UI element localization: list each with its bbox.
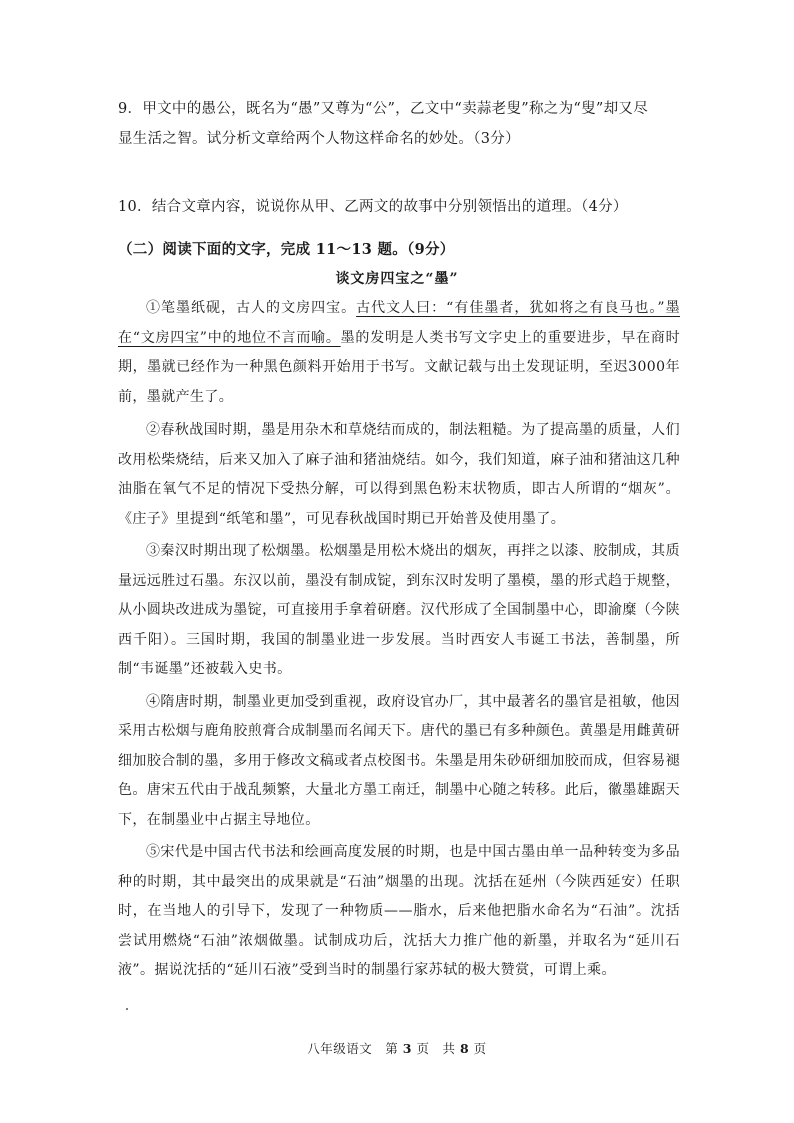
paragraph-1-rest: 墨的发明是人类书写文字史上的重要进步，早在商时期，墨就已经作为一种黑色颜料开始用于书写。文献记载与出土发现证明，至迟3000年前，墨就产生了。 (118, 329, 681, 405)
footer-middle: 页 共 (416, 1041, 456, 1056)
question-9 (118, 94, 688, 154)
section-heading: （二）阅读下面的文字，完成 11～13 题。（9分） (118, 241, 455, 258)
paragraph-1 (118, 294, 680, 412)
paragraph-5: ⑤宋代是中国古代书法和绘画高度发展的时期，也是中国古墨由单一品种转变为多品种的时期，其中最突出的成果就是“石油”烟墨的出现。沈括在延州（今陕西延安）任职时，在当地人的引导下，发现了一种物质——脂水，后来他把脂水命名为“石油”。沈括尝试用燃烧“石油”浓烟做墨。试制成功后，沈括大力推广他的新墨，并取名为“延川石液”。据说沈括的“延川石液”受到当时的制墨行家苏轼的极大赞赏，可谓上乘。 (118, 844, 680, 978)
paragraph-3: ③秦汉时期出现了松烟墨。松烟墨是用松木烧出的烟灰，再拌之以漆、胶制成，其质量远远胜过石墨。东汉以前，墨没有制成锭，到东汉时发明了墨模，墨的形式趋于规整，从小圆块改进成为墨锭，可直接用手拿着研磨。汉代形成了全国制墨中心，即渝糜（今陕西千阳）。三国时期，我国的制墨业进一步发展。当时西安人韦诞工书法，善制墨，所制“韦诞墨”还被载入史书。 (118, 543, 680, 677)
question-9-line-1: 9．甲文中的愚公，既名为“愚”又尊为“公”，乙文中“卖蒜老叟”称之为“叟”却又尽 (118, 101, 649, 117)
question-9-line-2: 显生活之智。试分析文章给两个人物这样命名的妙处。（3分） (118, 131, 520, 147)
article-title: 谈文房四宝之“墨” (335, 271, 459, 287)
footer-total-pages: 8 (459, 1041, 470, 1056)
page-footer (0, 1039, 794, 1057)
footer-prefix: 八年级语文 第 (307, 1041, 399, 1056)
article-body (118, 294, 680, 989)
paragraph-2: ②春秋战国时期，墨是用杂木和草烧结而成的，制法粗糙。为了提高墨的质量，人们改用松柴烧结，后来又加入了麻子油和猪油烧结。如今，我们知道，麻子油和猪油这几种油脂在氧气不足的情况下受热分解，可以得到黑色粉末状物质，即古人所谓的“烟灰”。《庄子》里提到“纸笔和墨”，可见春秋战国时期已开始普及使用墨了。 (118, 422, 680, 527)
stray-mark (126, 1008, 128, 1010)
footer-suffix: 页 (473, 1041, 487, 1056)
question-10: 10．结合文章内容，说说你从甲、乙两文的故事中分别领悟出的道理。（4分） (118, 199, 628, 215)
footer-current-page: 3 (402, 1041, 412, 1056)
paragraph-1-start: ①笔墨纸砚，古人的文房四宝。 (146, 300, 357, 316)
paragraph-1-underlined: 古代文人曰：“有佳墨者，犹如将之有良马也。”墨在“文房四宝”中的地位不言而喻。 (118, 300, 680, 346)
paragraph-4: ④隋唐时期，制墨业更加受到重视，政府设官办厂，其中最著名的墨官是祖敏，他因采用古松烟与鹿角胶煎膏合成制墨而名闻天下。唐代的墨已有多种颜色。黄墨是用雌黄研细加胶合制的墨，多用于修改文稿或者点校图书。朱墨是用朱砂研细加胶而成，但容易褪色。唐宋五代由于战乱频繁，大量北方墨工南迁，制墨中心随之转移。此后，徽墨雄踞天下，在制墨业中占据主导地位。 (118, 693, 680, 828)
